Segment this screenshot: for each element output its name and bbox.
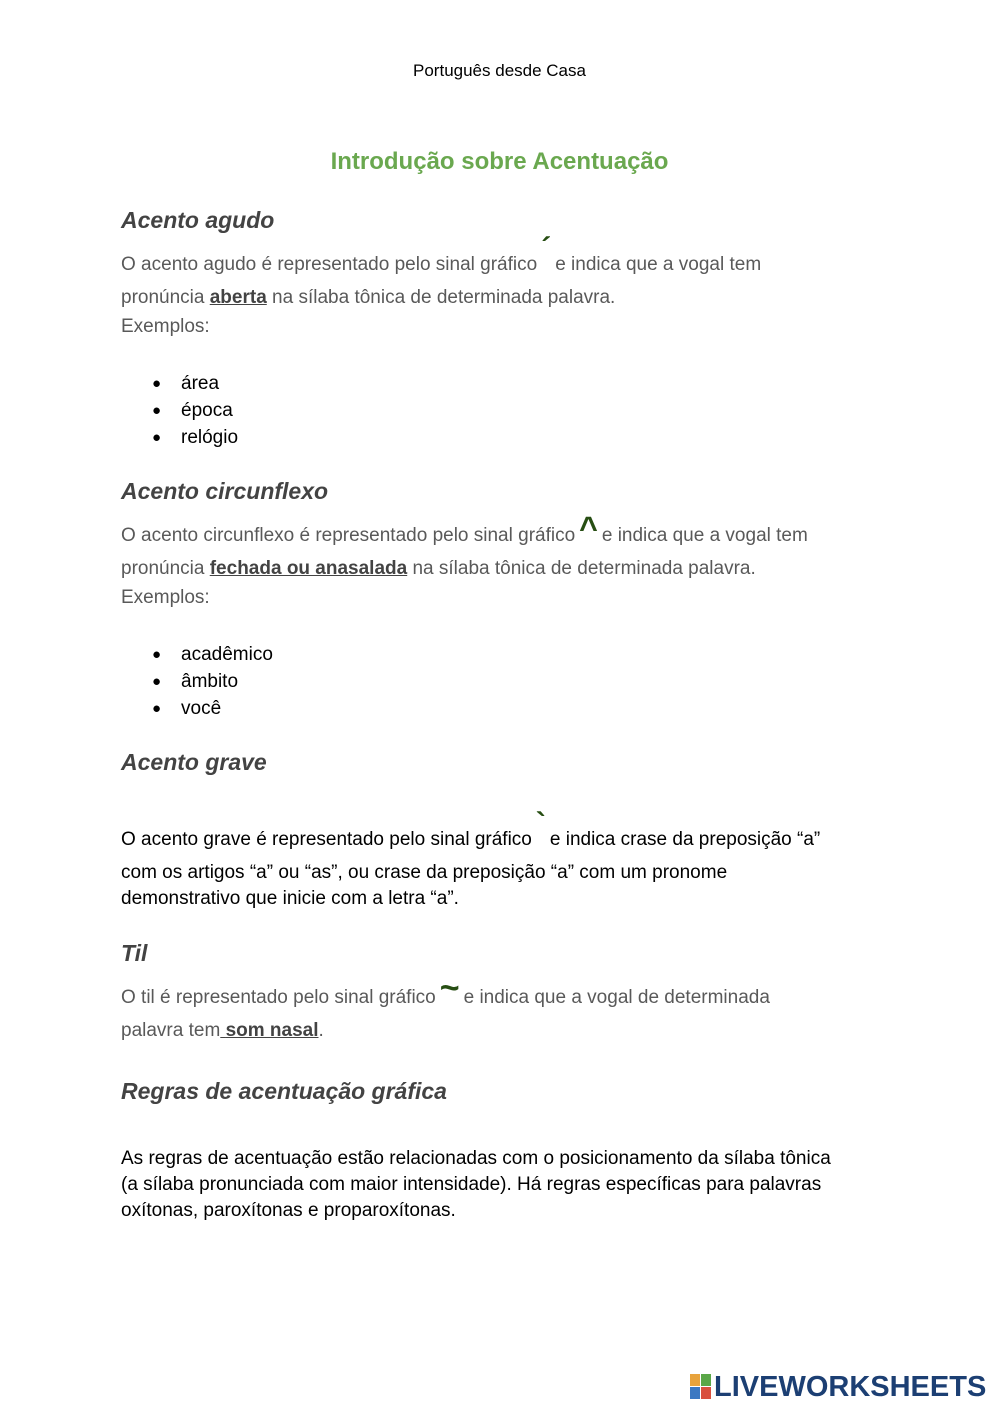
bullet-icon: ●	[152, 673, 162, 690]
text: (a sílaba pronunciada com maior intensidade). Há regras específicas para palavras	[121, 1174, 822, 1195]
list-item	[148, 397, 238, 424]
bullet-icon: ●	[152, 402, 162, 419]
paragraph-regras	[121, 1146, 901, 1224]
bullet-icon: ●	[152, 375, 162, 392]
list-item-text: época	[181, 400, 233, 421]
text: O til é representado pelo sinal gráfico	[121, 987, 436, 1008]
liveworksheets-logo-text: LIVEWORKSHEETS	[714, 1370, 987, 1403]
heading-regras-de-acentuacao: Regras de acentuação gráfica	[121, 1078, 447, 1104]
text: O acento agudo é representado pelo sinal gráfico	[121, 254, 538, 275]
list-item	[148, 695, 273, 722]
examples-label: Exemplos:	[121, 316, 210, 337]
bullet-icon: ●	[152, 700, 162, 717]
emphasis-text: som nasal	[225, 1020, 319, 1041]
text: oxítonas, paroxítonas e proparoxítonas.	[121, 1200, 456, 1221]
list-item	[148, 641, 273, 668]
list-item-text: você	[181, 698, 222, 719]
list-item-text: relógio	[181, 427, 239, 448]
paragraph-til: O til é representado pelo sinal gráfico ~ e indica que a vogal de determinada palavra tem som nasal.	[121, 969, 770, 1041]
list-item	[148, 370, 238, 397]
text: e indica que a vogal de determinada	[463, 987, 770, 1008]
paragraph-acento-agudo: O acento agudo é representado pelo sinal gráfico ´ e indica que a vogal tem pronúncia aberta na sílaba tônica de determinada palavra. Exemplos:	[121, 248, 881, 340]
text: e indica que a vogal tem	[601, 525, 808, 546]
page-header: Português desde Casa	[413, 61, 586, 80]
text: palavra tem	[121, 1020, 221, 1041]
text: com os artigos “a” ou “as”, ou crase da preposição “a” com um pronome	[121, 862, 728, 883]
examples-list-agudo	[148, 370, 238, 451]
list-item	[148, 424, 238, 451]
text: O acento grave é representado pelo sinal gráfico	[121, 829, 532, 850]
text: e indica crase da preposição “a”	[549, 829, 821, 850]
text: .	[318, 1020, 324, 1041]
list-item	[148, 668, 273, 695]
text: As regras de acentuação estão relacionadas com o posicionamento da sílaba tônica	[121, 1148, 831, 1169]
list-item-text: acadêmico	[181, 644, 273, 665]
heading-acento-agudo: Acento agudo	[121, 207, 275, 233]
text: pronúncia	[121, 287, 205, 308]
examples-label: Exemplos:	[121, 587, 210, 608]
emphasis-fechada-ou-anasalada: fechada ou anasalada	[209, 558, 408, 579]
paragraph-acento-grave: O acento grave é representado pelo sinal gráfico ` e indica crase da preposição “a” com os artigos “a” ou “as”, ou crase da preposição “a” com um pronome demonstrativo que inicie com a letra “a”.	[121, 807, 821, 909]
examples-list-circunflexo	[148, 641, 273, 722]
list-item-text: área	[181, 373, 220, 394]
text: e indica que a vogal tem	[555, 254, 762, 275]
heading-acento-grave: Acento grave	[121, 749, 267, 775]
bullet-icon: ●	[152, 646, 162, 663]
text: demonstrativo que inicie com a letra “a”.	[121, 888, 459, 909]
heading-acento-circunflexo: Acento circunflexo	[121, 478, 329, 504]
list-item-text: âmbito	[181, 671, 239, 692]
paragraph-acento-circunflexo: O acento circunflexo é representado pelo sinal gráfico ^ e indica que a vogal tem pronúncia fechada ou anasalada na sílaba tônica de determinada palavra. Exemplos:	[121, 519, 881, 611]
text: na sílaba tônica de determinada palavra.	[412, 558, 756, 579]
text: O acento circunflexo é representado pelo sinal gráfico	[121, 525, 576, 546]
emphasis-som-nasal	[220, 1020, 318, 1041]
emphasis-aberta: aberta	[209, 287, 267, 308]
text: pronúncia	[121, 558, 205, 579]
page-title: Introdução sobre Acentuação	[330, 148, 669, 175]
liveworksheets-logo-icon	[690, 1374, 712, 1400]
liveworksheets-logo	[690, 1372, 986, 1402]
text: na sílaba tônica de determinada palavra.	[272, 287, 616, 308]
heading-til: Til	[121, 940, 148, 966]
bullet-icon: ●	[152, 429, 162, 446]
